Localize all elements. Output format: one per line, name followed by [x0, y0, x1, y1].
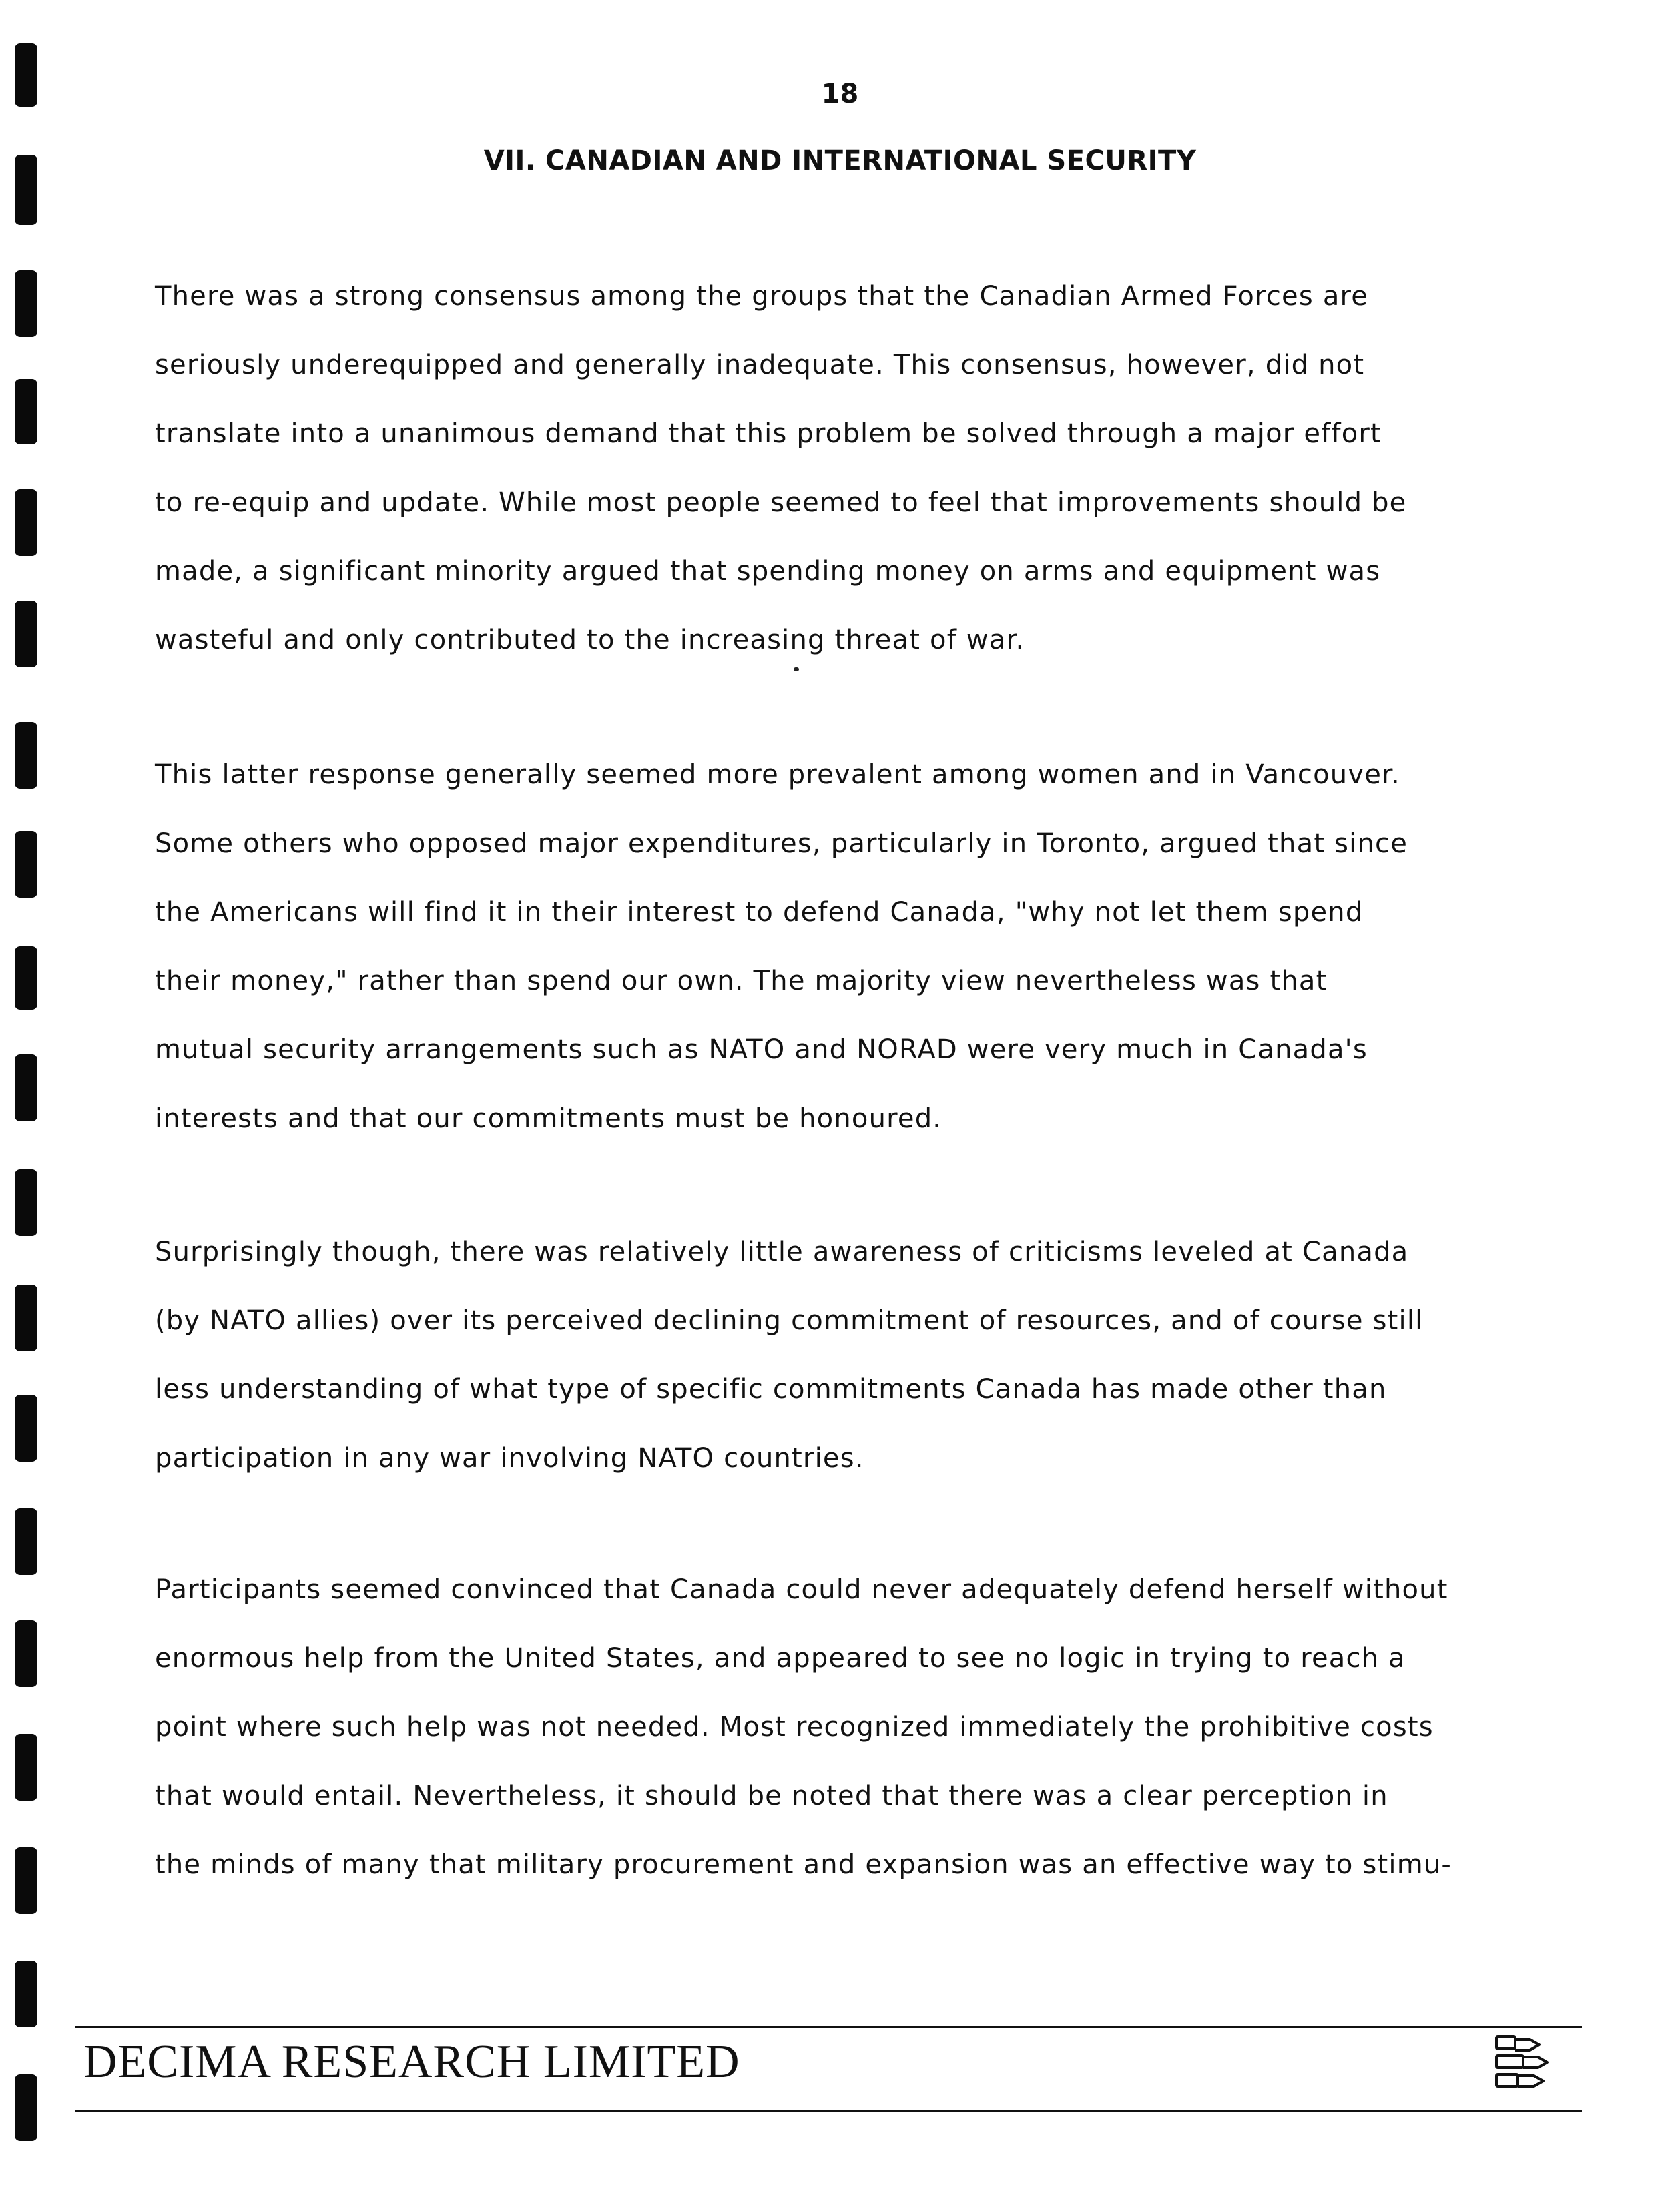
binding-mark	[15, 722, 37, 789]
text-line: seriously underequipped and generally inadequate. This consensus, however, did not	[155, 350, 1365, 380]
text-line: the minds of many that military procurement and expansion was an effective way to stimu-	[155, 1849, 1452, 1880]
footer-rule-top	[75, 2026, 1582, 2028]
text-line: translate into a unanimous demand that this problem be solved through a major effort	[155, 418, 1382, 449]
footer-company-name	[83, 2035, 740, 2089]
text-line: Surprisingly though, there was relatively little awareness of criticisms leveled at Canada	[155, 1237, 1409, 1267]
binding-mark	[15, 1285, 37, 1351]
text-line: There was a strong consensus among the groups that the Canadian Armed Forces are	[155, 281, 1369, 312]
text-line: that would entail. Nevertheless, it should be noted that there was a clear perception in	[155, 1781, 1388, 1811]
stray-mark	[794, 667, 799, 671]
binding-mark	[15, 1395, 37, 1462]
page-number: 18	[821, 79, 859, 109]
text-line: the Americans will find it in their interest to defend Canada, "why not let them spend	[155, 897, 1364, 928]
text-line: Some others who opposed major expenditures, particularly in Toronto, argued that since	[155, 828, 1408, 859]
text-line: their money," rather than spend our own. The majority view nevertheless was that	[155, 966, 1328, 996]
binding-mark	[15, 1961, 37, 2027]
binding-mark	[15, 379, 37, 444]
text-line: interests and that our commitments must be honoured.	[155, 1103, 942, 1134]
binding-mark	[15, 1734, 37, 1801]
text-line: Participants seemed convinced that Canada could never adequately defend herself without	[155, 1574, 1448, 1605]
text-line: wasteful and only contributed to the increasing threat of war.	[155, 625, 1025, 655]
binding-mark	[15, 2074, 37, 2141]
text-line: made, a significant minority argued that spending money on arms and equipment was	[155, 556, 1381, 587]
company-name-text: DECIMA RESEARCH LIMITED	[83, 2036, 740, 2088]
text-line: enormous help from the United States, and appeared to see no logic in trying to reach a	[155, 1643, 1406, 1674]
text-line: This latter response generally seemed more prevalent among women and in Vancouver.	[155, 759, 1400, 790]
text-line: to re-equip and update. While most people seemed to feel that improvements should be	[155, 487, 1407, 518]
binding-mark	[15, 1847, 37, 1914]
text-line: less understanding of what type of specific commitments Canada has made other than	[155, 1374, 1387, 1405]
binding-mark	[15, 1620, 37, 1687]
binding-marks	[15, 0, 41, 2205]
binding-mark	[15, 1169, 37, 1236]
text-line: point where such help was not needed. Most recognized immediately the prohibitive costs	[155, 1712, 1434, 1743]
paragraph-2	[155, 741, 1530, 1153]
binding-mark	[15, 1054, 37, 1121]
paragraph-1	[155, 262, 1530, 675]
paragraph-3	[155, 1218, 1530, 1493]
section-heading: VII. CANADIAN AND INTERNATIONAL SECURITY	[483, 145, 1197, 176]
paragraph-4	[155, 1556, 1530, 1899]
binding-mark	[15, 601, 37, 667]
decima-logo-icon	[1491, 2030, 1558, 2097]
footer-rule-bottom	[75, 2110, 1582, 2112]
binding-mark	[15, 489, 37, 556]
text-line: participation in any war involving NATO countries.	[155, 1443, 864, 1474]
binding-mark	[15, 946, 37, 1010]
text-line: (by NATO allies) over its perceived declining commitment of resources, and of course still	[155, 1305, 1424, 1336]
binding-mark	[15, 270, 37, 337]
text-line: mutual security arrangements such as NATO and NORAD were very much in Canada's	[155, 1034, 1368, 1065]
binding-mark	[15, 831, 37, 898]
binding-mark	[15, 1508, 37, 1575]
